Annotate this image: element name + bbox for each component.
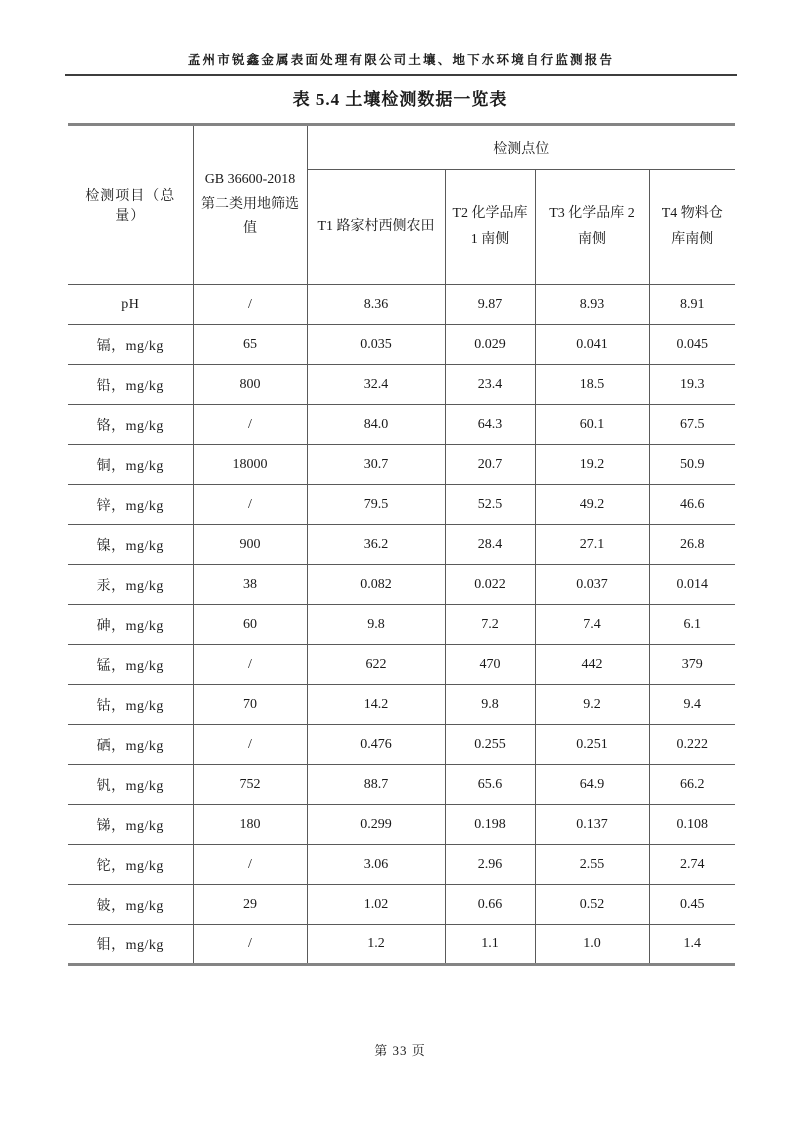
screening-value-cell: 800 [193, 365, 307, 405]
value-cell-T3: 8.93 [535, 285, 649, 325]
value-cell-T4: 0.222 [649, 725, 735, 765]
value-cell-T1: 0.082 [307, 565, 445, 605]
item-cell: 钼，mg/kg [68, 925, 193, 965]
value-cell-T2: 52.5 [445, 485, 535, 525]
table-row [68, 325, 735, 365]
value-cell-T1: 0.476 [307, 725, 445, 765]
value-cell-T3: 49.2 [535, 485, 649, 525]
table-row [68, 925, 735, 965]
value-cell-T4: 379 [649, 645, 735, 685]
soil-data-table [68, 123, 735, 966]
value-cell-T3: 0.137 [535, 805, 649, 845]
item-cell: 铬，mg/kg [68, 405, 193, 445]
value-cell-T3: 7.4 [535, 605, 649, 645]
col-header-points-group: 检测点位 [307, 125, 735, 170]
screening-value-cell: / [193, 925, 307, 965]
value-cell-T4: 1.4 [649, 925, 735, 965]
table-row [68, 805, 735, 845]
value-cell-T2: 20.7 [445, 445, 535, 485]
item-cell: 钴，mg/kg [68, 685, 193, 725]
value-cell-T1: 0.299 [307, 805, 445, 845]
value-cell-T4: 50.9 [649, 445, 735, 485]
table-row [68, 525, 735, 565]
point-header-T2: T2 化学品库 1 南侧 [445, 170, 535, 285]
screening-value-cell: / [193, 645, 307, 685]
value-cell-T3: 0.041 [535, 325, 649, 365]
value-cell-T4: 26.8 [649, 525, 735, 565]
value-cell-T2: 0.029 [445, 325, 535, 365]
value-cell-T2: 0.198 [445, 805, 535, 845]
value-cell-T1: 14.2 [307, 685, 445, 725]
screening-value-cell: 900 [193, 525, 307, 565]
value-cell-T4: 6.1 [649, 605, 735, 645]
item-cell: 铜，mg/kg [68, 445, 193, 485]
screening-value-cell: / [193, 405, 307, 445]
table-row [68, 645, 735, 685]
value-cell-T4: 19.3 [649, 365, 735, 405]
screening-value-cell: / [193, 285, 307, 325]
value-cell-T4: 0.014 [649, 565, 735, 605]
value-cell-T3: 1.0 [535, 925, 649, 965]
value-cell-T2: 470 [445, 645, 535, 685]
value-cell-T2: 9.8 [445, 685, 535, 725]
value-cell-T3: 9.2 [535, 685, 649, 725]
table-row [68, 685, 735, 725]
table-row [68, 565, 735, 605]
item-cell: 汞，mg/kg [68, 565, 193, 605]
page-number: 第 33 页 [374, 1043, 426, 1058]
item-cell: 铅，mg/kg [68, 365, 193, 405]
table-row [68, 765, 735, 805]
value-cell-T1: 8.36 [307, 285, 445, 325]
screening-value-cell: 180 [193, 805, 307, 845]
value-cell-T2: 28.4 [445, 525, 535, 565]
value-cell-T1: 30.7 [307, 445, 445, 485]
value-cell-T3: 27.1 [535, 525, 649, 565]
item-cell: pH [68, 285, 193, 325]
value-cell-T3: 60.1 [535, 405, 649, 445]
value-cell-T2: 2.96 [445, 845, 535, 885]
value-cell-T3: 0.52 [535, 885, 649, 925]
page-header-text: 孟州市锐鑫金属表面处理有限公司土壤、地下水环境自行监测报告 [187, 53, 615, 67]
value-cell-T4: 46.6 [649, 485, 735, 525]
screening-value-cell: 38 [193, 565, 307, 605]
item-cell: 铊，mg/kg [68, 845, 193, 885]
value-cell-T2: 9.87 [445, 285, 535, 325]
table-row [68, 445, 735, 485]
table-row [68, 725, 735, 765]
table-title: 表 5.4 土壤检测数据一览表 [292, 90, 508, 109]
item-cell: 镍，mg/kg [68, 525, 193, 565]
value-cell-T2: 64.3 [445, 405, 535, 445]
screening-value-cell: / [193, 845, 307, 885]
value-cell-T1: 0.035 [307, 325, 445, 365]
screening-value-cell: 752 [193, 765, 307, 805]
value-cell-T1: 36.2 [307, 525, 445, 565]
value-cell-T4: 0.45 [649, 885, 735, 925]
value-cell-T3: 442 [535, 645, 649, 685]
item-cell: 锰，mg/kg [68, 645, 193, 685]
value-cell-T1: 79.5 [307, 485, 445, 525]
value-cell-T2: 0.255 [445, 725, 535, 765]
value-cell-T3: 0.251 [535, 725, 649, 765]
item-cell: 砷，mg/kg [68, 605, 193, 645]
value-cell-T4: 2.74 [649, 845, 735, 885]
value-cell-T2: 0.66 [445, 885, 535, 925]
value-cell-T3: 19.2 [535, 445, 649, 485]
value-cell-T1: 3.06 [307, 845, 445, 885]
value-cell-T2: 23.4 [445, 365, 535, 405]
value-cell-T1: 84.0 [307, 405, 445, 445]
value-cell-T1: 1.02 [307, 885, 445, 925]
value-cell-T1: 622 [307, 645, 445, 685]
screening-value-cell: / [193, 485, 307, 525]
value-cell-T1: 88.7 [307, 765, 445, 805]
item-cell: 钒，mg/kg [68, 765, 193, 805]
point-header-T4: T4 物料仓库南侧 [649, 170, 735, 285]
table-row [68, 845, 735, 885]
value-cell-T1: 32.4 [307, 365, 445, 405]
screening-value-cell: / [193, 725, 307, 765]
item-cell: 铍，mg/kg [68, 885, 193, 925]
header-row-group [68, 125, 735, 170]
screening-value-cell: 65 [193, 325, 307, 365]
value-cell-T2: 0.022 [445, 565, 535, 605]
item-cell: 镉，mg/kg [68, 325, 193, 365]
table-row [68, 885, 735, 925]
item-cell: 锑，mg/kg [68, 805, 193, 845]
col-header-item: 检测项目（总量） [68, 125, 193, 285]
value-cell-T4: 0.108 [649, 805, 735, 845]
header-divider [65, 74, 737, 76]
value-cell-T2: 1.1 [445, 925, 535, 965]
table-row [68, 285, 735, 325]
value-cell-T3: 0.037 [535, 565, 649, 605]
value-cell-T4: 66.2 [649, 765, 735, 805]
table-row [68, 485, 735, 525]
screening-value-cell: 29 [193, 885, 307, 925]
screening-value-cell: 70 [193, 685, 307, 725]
point-header-T3: T3 化学品库 2 南侧 [535, 170, 649, 285]
item-cell: 硒，mg/kg [68, 725, 193, 765]
value-cell-T4: 67.5 [649, 405, 735, 445]
table-row [68, 405, 735, 445]
screening-value-cell: 60 [193, 605, 307, 645]
screening-value-cell: 18000 [193, 445, 307, 485]
value-cell-T1: 1.2 [307, 925, 445, 965]
item-cell: 锌，mg/kg [68, 485, 193, 525]
col-header-screening-value: GB 36600-2018 第二类用地筛选值 [193, 125, 307, 285]
value-cell-T4: 8.91 [649, 285, 735, 325]
table-row [68, 605, 735, 645]
value-cell-T3: 64.9 [535, 765, 649, 805]
value-cell-T1: 9.8 [307, 605, 445, 645]
point-header-T1: T1 路家村西侧农田 [307, 170, 445, 285]
value-cell-T2: 7.2 [445, 605, 535, 645]
value-cell-T3: 18.5 [535, 365, 649, 405]
value-cell-T2: 65.6 [445, 765, 535, 805]
table-row [68, 365, 735, 405]
value-cell-T4: 0.045 [649, 325, 735, 365]
value-cell-T4: 9.4 [649, 685, 735, 725]
value-cell-T3: 2.55 [535, 845, 649, 885]
